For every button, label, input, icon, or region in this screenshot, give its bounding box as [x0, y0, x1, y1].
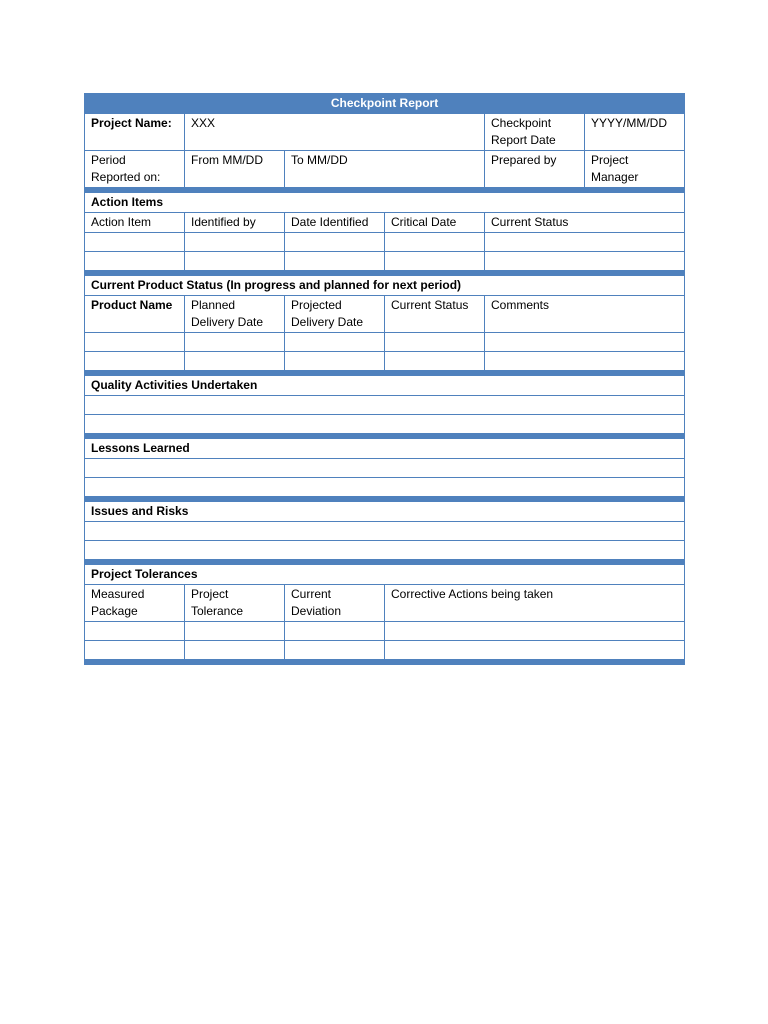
period-row	[85, 151, 685, 188]
table-cell[interactable]	[285, 252, 385, 271]
table-cell[interactable]	[285, 333, 385, 352]
table-cell[interactable]	[285, 233, 385, 252]
action-items-header-row	[85, 213, 685, 233]
checkpoint-report-table	[84, 93, 685, 665]
table-cell[interactable]	[85, 352, 185, 371]
table-cell[interactable]	[85, 396, 685, 415]
table-cell[interactable]	[85, 415, 685, 434]
table-cell[interactable]	[385, 641, 685, 660]
section-divider	[85, 660, 685, 665]
section-heading-row	[85, 193, 685, 213]
table-cell[interactable]	[285, 352, 385, 371]
column-header: Current Deviation	[285, 585, 385, 622]
column-header: Identified by	[185, 213, 285, 233]
column-header: Product Name	[85, 296, 185, 333]
section-heading-row	[85, 439, 685, 459]
table-cell[interactable]	[185, 622, 285, 641]
table-cell[interactable]	[385, 252, 485, 271]
column-header: Date Identified	[285, 213, 385, 233]
table-row	[85, 415, 685, 434]
column-header: Current Status	[385, 296, 485, 333]
issues-heading: Issues and Risks	[85, 502, 685, 522]
prepared-by-label: Prepared by	[485, 151, 585, 188]
report-date-label: Checkpoint Report Date	[485, 114, 585, 151]
table-cell[interactable]	[85, 622, 185, 641]
tolerances-heading: Project Tolerances	[85, 565, 685, 585]
project-name-label: Project Name:	[85, 114, 185, 151]
table-cell[interactable]	[485, 333, 685, 352]
column-header: Critical Date	[385, 213, 485, 233]
table-row	[85, 396, 685, 415]
table-row	[85, 333, 685, 352]
table-cell[interactable]	[185, 352, 285, 371]
product-status-header-row	[85, 296, 685, 333]
period-from: From MM/DD	[185, 151, 285, 188]
table-cell[interactable]	[85, 252, 185, 271]
table-cell[interactable]	[285, 622, 385, 641]
report-title: Checkpoint Report	[85, 94, 685, 114]
table-cell[interactable]	[185, 641, 285, 660]
table-row	[85, 252, 685, 271]
table-row	[85, 522, 685, 541]
table-cell[interactable]	[85, 233, 185, 252]
table-cell[interactable]	[385, 233, 485, 252]
column-header: Projected Delivery Date	[285, 296, 385, 333]
section-heading-row	[85, 376, 685, 396]
section-heading-row	[85, 565, 685, 585]
action-items-heading: Action Items	[85, 193, 685, 213]
period-to: To MM/DD	[285, 151, 485, 188]
table-row	[85, 541, 685, 560]
section-heading-row	[85, 502, 685, 522]
tolerances-header-row	[85, 585, 685, 622]
table-row	[85, 641, 685, 660]
table-row	[85, 233, 685, 252]
table-cell[interactable]	[85, 333, 185, 352]
column-header: Action Item	[85, 213, 185, 233]
table-cell[interactable]	[85, 459, 685, 478]
title-row	[85, 94, 685, 114]
table-cell[interactable]	[185, 252, 285, 271]
report-date-value: YYYY/MM/DD	[585, 114, 685, 151]
table-cell[interactable]	[385, 333, 485, 352]
column-header: Corrective Actions being taken	[385, 585, 685, 622]
table-cell[interactable]	[185, 333, 285, 352]
table-cell[interactable]	[85, 541, 685, 560]
table-cell[interactable]	[485, 252, 685, 271]
table-row	[85, 478, 685, 497]
table-cell[interactable]	[85, 478, 685, 497]
product-status-heading: Current Product Status (In progress and planned for next period)	[85, 276, 685, 296]
table-cell[interactable]	[385, 622, 685, 641]
table-cell[interactable]	[85, 522, 685, 541]
project-name-value: XXX	[185, 114, 485, 151]
table-cell[interactable]	[385, 352, 485, 371]
column-header: Current Status	[485, 213, 685, 233]
column-header: Measured Package	[85, 585, 185, 622]
section-heading-row	[85, 276, 685, 296]
prepared-by-value: Project Manager	[585, 151, 685, 188]
table-row	[85, 352, 685, 371]
column-header: Comments	[485, 296, 685, 333]
table-cell[interactable]	[485, 352, 685, 371]
project-row	[85, 114, 685, 151]
quality-heading: Quality Activities Undertaken	[85, 376, 685, 396]
table-cell[interactable]	[485, 233, 685, 252]
table-cell[interactable]	[285, 641, 385, 660]
table-cell[interactable]	[185, 233, 285, 252]
column-header: Planned Delivery Date	[185, 296, 285, 333]
column-header: Project Tolerance	[185, 585, 285, 622]
table-row	[85, 459, 685, 478]
table-row	[85, 622, 685, 641]
period-label: Period Reported on:	[85, 151, 185, 188]
table-cell[interactable]	[85, 641, 185, 660]
lessons-heading: Lessons Learned	[85, 439, 685, 459]
